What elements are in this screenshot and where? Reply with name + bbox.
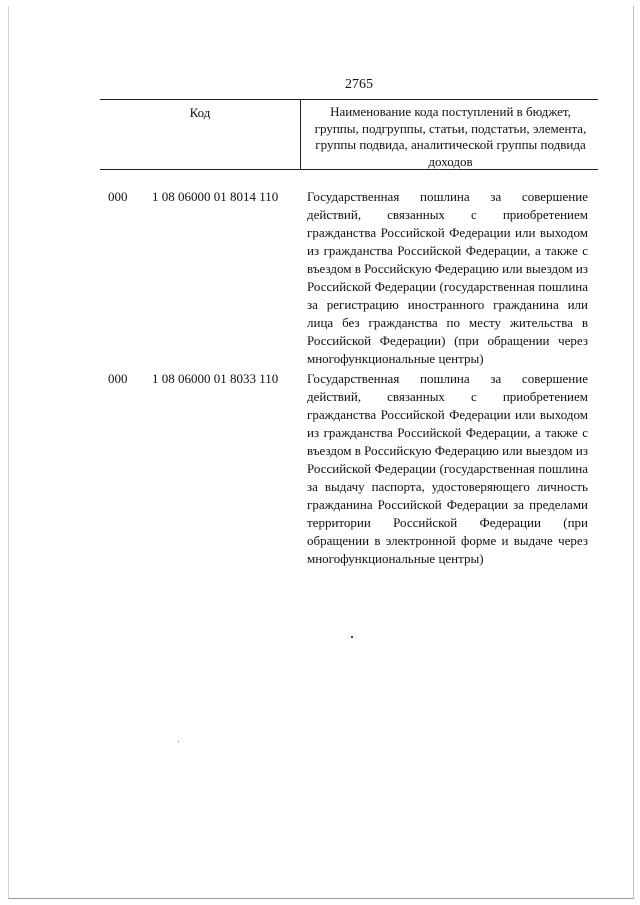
page-number: 2765 xyxy=(345,77,373,92)
scan-speck xyxy=(178,741,179,742)
table-header xyxy=(100,99,598,170)
admin-code: 000 xyxy=(108,371,128,386)
table-body xyxy=(108,188,588,568)
admin-code: 000 xyxy=(108,189,128,204)
header-name-column: Наименование кода поступлений в бюджет, группы, подгруппы, статьи, подстатьи, элемента, группы подвида, аналитической группы подвида доходов xyxy=(314,104,587,169)
revenue-description: Государственная пошлина за совершение действий, связанных с приобретением гражданства Российской Федерации или выходом из гражданства Российской Федерации, а также с въездом в Российскую Федерацию или выездом из Российской Федерации (государственная пошлина за выдачу паспорта, удостоверяющего личность гражданина Российской Федерации за пределами территории Российской Федерации (при обращении в электронной форме и выдаче через многофункциональные центры) xyxy=(307,371,588,566)
scan-speck xyxy=(351,636,353,638)
header-code-column: Код xyxy=(100,100,301,169)
revenue-code: 1 08 06000 01 8014 110 xyxy=(152,189,279,204)
table-row xyxy=(108,188,588,368)
revenue-code: 1 08 06000 01 8033 110 xyxy=(152,371,279,386)
table-row xyxy=(108,370,588,568)
revenue-description: Государственная пошлина за совершение действий, связанных с приобретением гражданства Российской Федерации или выходом из гражданства Российской Федерации, а также с въездом в Российскую Федерацию или выездом из Российской Федерации (государственная пошлина за регистрацию иностранного гражданина или лица без гражданства по месту жительства в Российской Федерации) (при обращении через многофункциональные центры) xyxy=(307,189,588,366)
